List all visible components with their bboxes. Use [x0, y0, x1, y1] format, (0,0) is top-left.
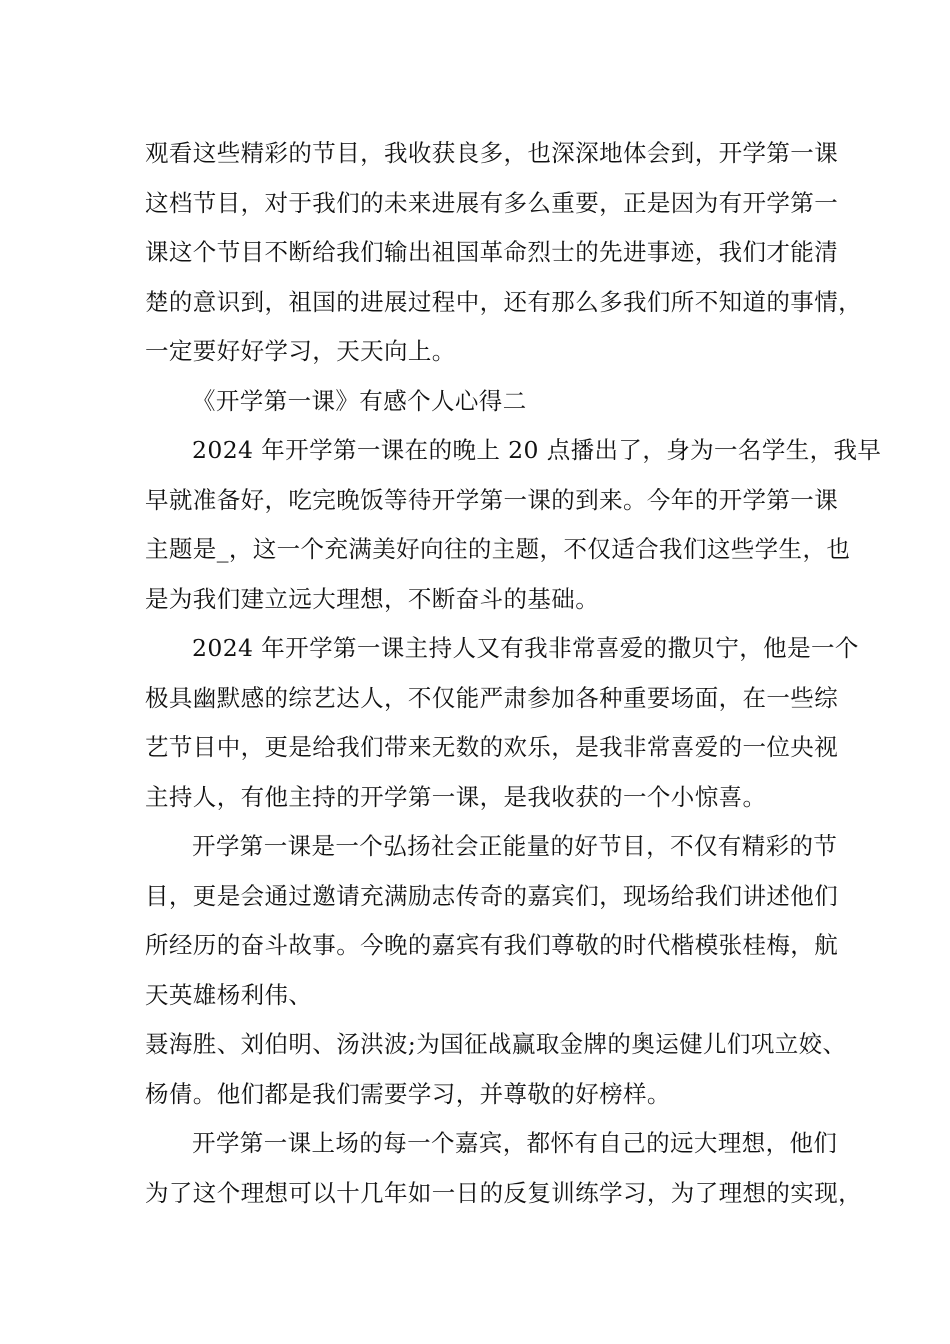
paragraph-first-line: 开学第一课是一个弘扬社会正能量的好节目，不仅有精彩的节: [192, 832, 838, 860]
text-line: 是为我们建立远大理想，不断奋斗的基础。: [145, 584, 600, 613]
paragraph-first-line: 2024 年开学第一课在的晚上 20 点播出了，身为一名学生，我早: [192, 436, 882, 464]
text-line: 楚的意识到，祖国的进展过程中，还有那么多我们所不知道的事情，: [145, 287, 862, 316]
text-line: 极具幽默感的综艺达人，不仅能严肃参加各种重要场面，在一些综: [145, 683, 839, 712]
text-line: 课这个节目不断给我们输出祖国革命烈士的先进事迹，我们才能清: [145, 238, 839, 266]
text-line: 杨倩。他们都是我们需要学习，并尊敬的好榜样。: [145, 1079, 671, 1108]
text-line: 主题是_，这一个充满美好向往的主题，不仅适合我们这些学生，也: [145, 535, 851, 563]
document-body: [145, 129, 882, 1218]
text-line: 主持人，有他主持的开学第一课，是我收获的一个小惊喜。: [145, 782, 767, 811]
text-line: 一定要好好学习，天天向上。: [145, 337, 456, 365]
text-line: 天英雄杨利伟、: [145, 980, 313, 1009]
text-line: 观看这些精彩的节目，我收获良多，也深深地体会到，开学第一课: [145, 139, 839, 167]
text-line: 早就准备好，吃完晚饭等待开学第一课的到来。今年的开学第一课: [145, 485, 839, 514]
paragraph-first-line: 开学第一课上场的每一个嘉宾，都怀有自己的远大理想，他们: [192, 1129, 838, 1157]
paragraph-first-line: 2024 年开学第一课主持人又有我非常喜爱的撒贝宁，他是一个: [192, 634, 859, 662]
text-line: 目，更是会通过邀请充满励志传奇的嘉宾们，现场给我们讲述他们: [145, 881, 839, 910]
text-line: 艺节目中，更是给我们带来无数的欢乐，是我非常喜爱的一位央视: [145, 733, 839, 761]
text-line: 聂海胜、刘伯明、汤洪波;为国征战赢取金牌的奥运健儿们巩立姣、: [145, 1030, 847, 1058]
text-line: 这档节目，对于我们的未来进展有多么重要，正是因为有开学第一: [145, 188, 839, 217]
text-line: 为了这个理想可以十几年如一日的反复训练学习，为了理想的实现，: [145, 1178, 862, 1207]
text-line: 所经历的奋斗故事。今晚的嘉宾有我们尊敬的时代楷模张桂梅，航: [145, 931, 839, 959]
section-heading: 《开学第一课》有感个人心得二: [192, 386, 527, 415]
